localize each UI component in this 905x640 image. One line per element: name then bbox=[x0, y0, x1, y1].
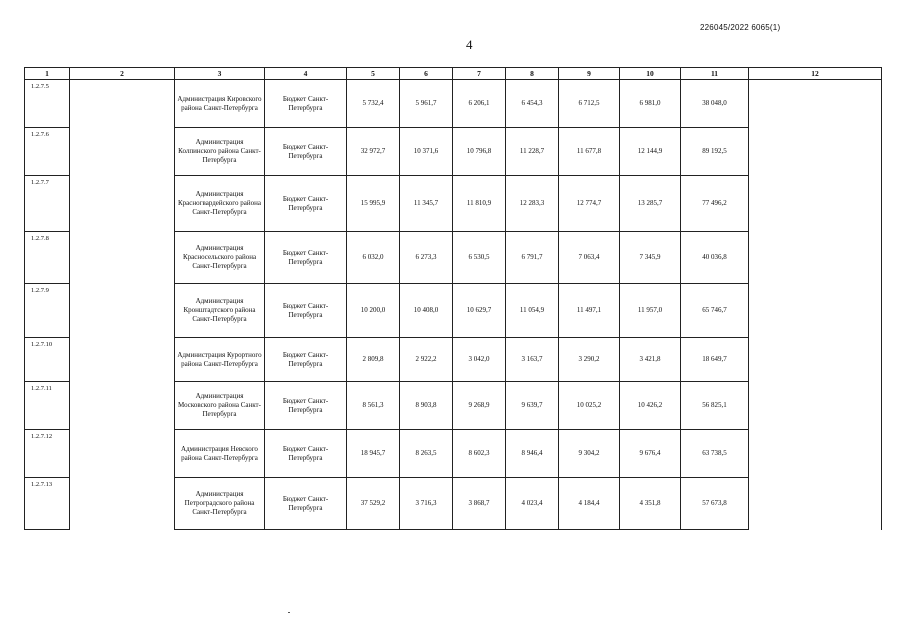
column-header: 9 bbox=[559, 68, 620, 80]
value-cell: 37 529,2 bbox=[347, 478, 400, 530]
value-cell: 10 200,0 bbox=[347, 284, 400, 338]
budget-source-cell: Бюджет Санкт-Петербурга bbox=[265, 430, 347, 478]
empty-cell bbox=[70, 128, 175, 176]
column-header: 11 bbox=[681, 68, 749, 80]
administrator-cell: Администрация Кронштадтского района Санкт-Петербурга bbox=[175, 284, 265, 338]
empty-cell bbox=[749, 338, 882, 382]
value-cell: 11 345,7 bbox=[400, 176, 453, 232]
value-cell: 6 454,3 bbox=[506, 80, 559, 128]
empty-cell bbox=[749, 232, 882, 284]
empty-cell bbox=[70, 430, 175, 478]
value-cell: 6 791,7 bbox=[506, 232, 559, 284]
value-cell: 6 530,5 bbox=[453, 232, 506, 284]
value-cell: 15 995,9 bbox=[347, 176, 400, 232]
empty-cell bbox=[749, 382, 882, 430]
value-cell: 6 273,3 bbox=[400, 232, 453, 284]
value-cell: 4 023,4 bbox=[506, 478, 559, 530]
budget-source-cell: Бюджет Санкт-Петербурга bbox=[265, 232, 347, 284]
value-cell: 2 922,2 bbox=[400, 338, 453, 382]
value-cell: 18 945,7 bbox=[347, 430, 400, 478]
empty-cell bbox=[749, 478, 882, 530]
value-cell: 6 712,5 bbox=[559, 80, 620, 128]
value-cell: 3 868,7 bbox=[453, 478, 506, 530]
column-header: 2 bbox=[70, 68, 175, 80]
empty-cell bbox=[70, 284, 175, 338]
budget-source-cell: Бюджет Санкт-Петербурга bbox=[265, 176, 347, 232]
value-cell: 3 042,0 bbox=[453, 338, 506, 382]
value-cell: 3 290,2 bbox=[559, 338, 620, 382]
table-row bbox=[25, 338, 882, 382]
budget-source-cell: Бюджет Санкт-Петербурга bbox=[265, 80, 347, 128]
value-cell: 65 746,7 bbox=[681, 284, 749, 338]
value-cell: 8 263,5 bbox=[400, 430, 453, 478]
budget-source-cell: Бюджет Санкт-Петербурга bbox=[265, 382, 347, 430]
column-number-row bbox=[25, 68, 882, 80]
budget-source-cell: Бюджет Санкт-Петербурга bbox=[265, 478, 347, 530]
table-row bbox=[25, 128, 882, 176]
column-header: 6 bbox=[400, 68, 453, 80]
administrator-cell: Администрация Кировского района Санкт-Петербурга bbox=[175, 80, 265, 128]
value-cell: 32 972,7 bbox=[347, 128, 400, 176]
row-code: 1.2.7.10 bbox=[25, 338, 70, 382]
table-row bbox=[25, 176, 882, 232]
budget-source-cell: Бюджет Санкт-Петербурга bbox=[265, 338, 347, 382]
empty-cell bbox=[70, 338, 175, 382]
value-cell: 11 497,1 bbox=[559, 284, 620, 338]
value-cell: 7 345,9 bbox=[620, 232, 681, 284]
value-cell: 57 673,8 bbox=[681, 478, 749, 530]
value-cell: 3 421,8 bbox=[620, 338, 681, 382]
table-row bbox=[25, 478, 882, 530]
value-cell: 9 268,9 bbox=[453, 382, 506, 430]
empty-cell bbox=[70, 382, 175, 430]
row-code: 1.2.7.13 bbox=[25, 478, 70, 530]
value-cell: 2 809,8 bbox=[347, 338, 400, 382]
row-code: 1.2.7.5 bbox=[25, 80, 70, 128]
value-cell: 40 036,8 bbox=[681, 232, 749, 284]
value-cell: 12 283,3 bbox=[506, 176, 559, 232]
administrator-cell: Администрация Московского района Санкт-Петербурга bbox=[175, 382, 265, 430]
row-code: 1.2.7.9 bbox=[25, 284, 70, 338]
value-cell: 11 054,9 bbox=[506, 284, 559, 338]
value-cell: 10 426,2 bbox=[620, 382, 681, 430]
value-cell: 63 738,5 bbox=[681, 430, 749, 478]
scan-speck bbox=[288, 612, 290, 613]
value-cell: 11 810,9 bbox=[453, 176, 506, 232]
empty-cell bbox=[749, 80, 882, 128]
empty-cell bbox=[70, 232, 175, 284]
value-cell: 4 351,8 bbox=[620, 478, 681, 530]
value-cell: 11 228,7 bbox=[506, 128, 559, 176]
page-number: 4 bbox=[466, 37, 473, 52]
value-cell: 9 639,7 bbox=[506, 382, 559, 430]
value-cell: 6 981,0 bbox=[620, 80, 681, 128]
budget-source-cell: Бюджет Санкт-Петербурга bbox=[265, 128, 347, 176]
document-id: 226045/2022 6065(1) bbox=[700, 23, 781, 32]
column-header: 4 bbox=[265, 68, 347, 80]
row-code: 1.2.7.12 bbox=[25, 430, 70, 478]
value-cell: 9 304,2 bbox=[559, 430, 620, 478]
column-header: 5 bbox=[347, 68, 400, 80]
value-cell: 5 961,7 bbox=[400, 80, 453, 128]
column-header: 10 bbox=[620, 68, 681, 80]
column-header: 1 bbox=[25, 68, 70, 80]
column-header: 3 bbox=[175, 68, 265, 80]
empty-cell bbox=[749, 176, 882, 232]
value-cell: 4 184,4 bbox=[559, 478, 620, 530]
value-cell: 12 144,9 bbox=[620, 128, 681, 176]
administrator-cell: Администрация Курортного района Санкт-Петербурга bbox=[175, 338, 265, 382]
administrator-cell: Администрация Петроградского района Санкт-Петербурга bbox=[175, 478, 265, 530]
value-cell: 89 192,5 bbox=[681, 128, 749, 176]
value-cell: 3 163,7 bbox=[506, 338, 559, 382]
table-row bbox=[25, 80, 882, 128]
table-row bbox=[25, 284, 882, 338]
value-cell: 11 957,0 bbox=[620, 284, 681, 338]
column-header: 7 bbox=[453, 68, 506, 80]
table-row bbox=[25, 382, 882, 430]
administrator-cell: Администрация Красносельского района Санкт-Петербурга bbox=[175, 232, 265, 284]
value-cell: 13 285,7 bbox=[620, 176, 681, 232]
row-code: 1.2.7.8 bbox=[25, 232, 70, 284]
column-header: 8 bbox=[506, 68, 559, 80]
row-code: 1.2.7.6 bbox=[25, 128, 70, 176]
value-cell: 10 629,7 bbox=[453, 284, 506, 338]
value-cell: 5 732,4 bbox=[347, 80, 400, 128]
empty-cell bbox=[70, 478, 175, 530]
value-cell: 3 716,3 bbox=[400, 478, 453, 530]
empty-cell bbox=[70, 176, 175, 232]
value-cell: 7 063,4 bbox=[559, 232, 620, 284]
row-code: 1.2.7.7 bbox=[25, 176, 70, 232]
column-header: 12 bbox=[749, 68, 882, 80]
table-row bbox=[25, 430, 882, 478]
value-cell: 6 032,0 bbox=[347, 232, 400, 284]
value-cell: 8 946,4 bbox=[506, 430, 559, 478]
value-cell: 9 676,4 bbox=[620, 430, 681, 478]
value-cell: 8 602,3 bbox=[453, 430, 506, 478]
value-cell: 10 408,0 bbox=[400, 284, 453, 338]
empty-cell bbox=[70, 80, 175, 128]
value-cell: 38 048,0 bbox=[681, 80, 749, 128]
budget-table bbox=[24, 67, 882, 530]
empty-cell bbox=[749, 430, 882, 478]
value-cell: 10 371,6 bbox=[400, 128, 453, 176]
empty-cell bbox=[749, 128, 882, 176]
value-cell: 11 677,8 bbox=[559, 128, 620, 176]
administrator-cell: Администрация Красногвардейского района Санкт-Петербурга bbox=[175, 176, 265, 232]
table-row bbox=[25, 232, 882, 284]
value-cell: 10 796,8 bbox=[453, 128, 506, 176]
value-cell: 8 903,8 bbox=[400, 382, 453, 430]
administrator-cell: Администрация Невского района Санкт-Петербурга bbox=[175, 430, 265, 478]
budget-source-cell: Бюджет Санкт-Петербурга bbox=[265, 284, 347, 338]
value-cell: 10 025,2 bbox=[559, 382, 620, 430]
empty-cell bbox=[749, 284, 882, 338]
value-cell: 56 825,1 bbox=[681, 382, 749, 430]
value-cell: 8 561,3 bbox=[347, 382, 400, 430]
value-cell: 18 649,7 bbox=[681, 338, 749, 382]
value-cell: 6 206,1 bbox=[453, 80, 506, 128]
administrator-cell: Администрация Колпинского района Санкт-Петербурга bbox=[175, 128, 265, 176]
row-code: 1.2.7.11 bbox=[25, 382, 70, 430]
value-cell: 12 774,7 bbox=[559, 176, 620, 232]
value-cell: 77 496,2 bbox=[681, 176, 749, 232]
